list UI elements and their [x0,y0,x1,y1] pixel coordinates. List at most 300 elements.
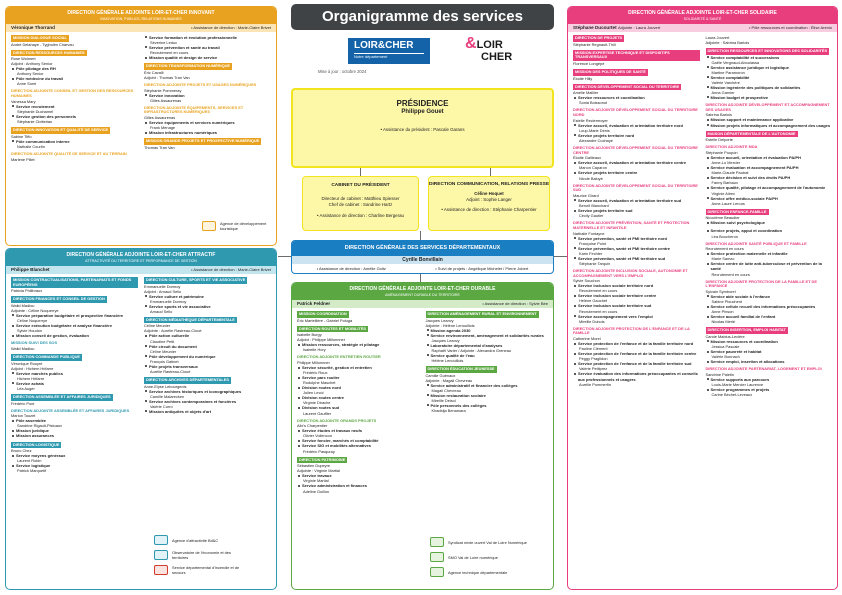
org-section [573,184,700,219]
section-person: Walid Madiou [11,345,35,351]
attractif-legend [154,535,248,575]
service-item: Pôle communication interne [11,139,138,144]
section-title: DIRECTION ADJOINTE DÉVELOPPEMENT SOCIAL DU TERRITOIRE SUD [573,182,698,193]
service-item: Service SIG et mobilités alternatives [297,443,420,448]
org-section [706,228,833,238]
section-person: Rose Wolmert [11,56,36,62]
service-head: Stéphanie Clotterias [17,119,53,125]
service-item: Service innovation [144,93,271,98]
section-person: Adjoint : Anthony Senior [11,61,53,67]
service-head: Recrutement en cours [579,288,618,294]
org-section [706,35,833,45]
service-item: Service prévention, santé et PMI territoire nord [573,236,700,241]
service-item: Pôle développement du numérique [144,354,271,359]
dga-solidaire-head-bar [568,24,837,32]
section-person: Adjointe : Hélène Lenouillois [425,322,475,328]
service-head: Frédéric Pasquray [303,448,335,454]
section-person: Sabine Tiffo [11,133,32,139]
service-head: Aurélie Pommerfin [579,381,612,387]
service-head: Nathalie Courtin [17,143,45,149]
service-head: Patrick Marquetif [17,468,47,474]
section-person: Camille Guénaux [425,372,456,378]
service-head: Gaële Vergnaud-Aboulassa [711,59,760,65]
dga-innovant-subtitle: INNOVATION, PUBLICS, RELATIONS HUMAINES [100,17,182,22]
section-title: DIRECTION RESSOURCES HUMAINES [13,49,85,55]
dgs-box [291,240,554,274]
org-section [573,108,700,143]
org-section [426,311,549,363]
presidence-title: PRÉSIDENCE [396,99,449,108]
org-section [573,221,700,266]
service-head: Magali Chevreau [431,387,461,393]
section-person: Bruno Chez [11,448,32,454]
org-section [573,50,700,66]
section-person: Adjoint : Hichem Hrifarre [11,365,54,371]
section-title: DIRECTION ADJOINTE PROTECTION DE LA FAMILLE ET DE L'ENFANCE [705,278,817,289]
legend-sdis-label: Service départemental d'incendie et de secours [172,565,240,575]
service-head: Frédéric Roux [303,370,328,376]
org-section [573,84,700,106]
section-title: DIRECTION ADJOINTE PROJETS ET USAGES NUMÉRIQUES [144,81,257,87]
service-item: Service foncier, marchés et comptabilité [297,438,420,443]
service-head: Anna Garnier [711,89,735,95]
service-head: Jessica Pascale [711,344,740,350]
service-item: Laboratoire départemental d'analyses [426,343,549,348]
section-title: DIRECTION INNOVATION ET QUALITÉ DE SERVICE [13,127,109,133]
service-item: Service achats [11,381,138,386]
org-section [297,311,420,323]
dga-solidaire-subtitle: SOLIDARITÉ & SANTÉ [683,17,722,22]
service-item: Service comptabilité [706,75,833,80]
org-section [144,35,271,60]
section-person: Vanessa Mary [11,98,36,104]
service-head: Jacques Leanvy [431,337,460,343]
service-head: Sandrine Rigault-Pistoaux [17,423,62,429]
service-head: Céline Meunier [150,348,177,354]
logo-sub-text: Notre département [354,53,424,59]
service-head: Anthony Senior [17,71,44,77]
service-item: Service équipements et services numériques [144,120,271,125]
service-head: Martine Paramoron [711,69,745,75]
section-title: DIRECTION ADJOINTE GRANDS PROJETS [297,417,377,423]
section-person: Anne-Elyse Lebourgeois [144,383,187,389]
service-head: Alexandre Cochaye [579,138,613,143]
service-head: Claudine Petit [150,338,175,344]
section-title: DIRECTION ÉDUCATION JEUNESSE [427,365,495,371]
dga-attractif-col-right [144,277,271,477]
service-head: Adeline Guillon [303,488,330,494]
dga-durable-col-left [297,311,420,497]
service-head: Séverine Leduc [150,39,178,45]
page-title: Organigramme des services [291,4,554,30]
section-person: Stéphanie Pommeray [144,87,182,93]
service-head: Virginie Dirache [303,400,331,406]
org-section [706,48,833,100]
org-section [706,327,833,364]
section-person: Estelle Reclermoyer [573,117,608,123]
service-item: Service culture et patrimoine [144,294,271,299]
section-title: MISSION DIALOGUE SOCIAL [13,34,67,40]
presidence-assistant: • Assistance du président : Pascale Garans [380,126,465,132]
cabinet-box [302,176,419,231]
legend-atd-label: Agence technique départementale [448,569,508,575]
service-head: Raphaël Varier / Adjointe : Alexandra Greneau [431,347,512,353]
legend-smo-vdl [430,552,527,562]
section-title: DIRECTION COMMANDE PUBLIQUE [13,353,81,359]
dga-durable-assistant: • Assistance de direction : Sylvie Bée [482,301,548,307]
section-person: Nathalie Fontayne [573,230,605,236]
service-head: Valérie Bonnach [711,354,740,360]
org-section [297,326,420,353]
service-head: Manon Caparon [579,165,607,171]
dga-durable-subtitle: AMÉNAGEMENT DURABLE DU TERRITOIRE [385,293,460,298]
legend-observatory-label: Observatoire de l'économie et des territoires [172,550,231,560]
service-item: Service études et travaux neufs [297,428,420,433]
service-head: Virginie Martial [303,478,329,484]
section-person: Nicodème Beaudier [705,215,740,221]
org-section [573,69,700,81]
legend-adt-label: Agence de développement touristique [220,221,267,231]
service-item: Mission budget et prospective [706,95,833,100]
service-head: Frank Ménage [150,125,176,131]
section-person: Stéphanie Regnault-Thill [573,41,616,47]
service-item: Service logistique [11,463,138,468]
section-title: DIRECTION TRANSFORMATION NUMÉRIQUE [146,63,231,69]
service-head: Hélène Lenouillois [431,357,464,363]
cabinet-chief: Chef de cabinet : Sandrine Hartz [328,201,393,207]
service-head: Hélène Gauchet [579,298,608,304]
dga-durable-col-right [426,311,549,497]
section-title: MISSION CONTRACTUALISATIONS, PARTENARIATS ET FONDS EUROPÉENS [11,277,138,288]
service-item: Mission ressources, stratégie et pilotage [297,342,420,347]
dga-attractif-head-bar [6,266,276,274]
org-section [706,242,833,277]
dga-innovant-col-left [11,35,138,165]
section-person: Stéphanie Poupon [705,150,738,156]
connector [360,168,361,176]
section-title: DIRECTION ADJOINTE MDA [705,144,758,150]
service-item: Service environnement, aménagement et solidarités rurales [426,333,549,338]
section-title: MISSION EXPERTISE TECHNIQUE ET DISPOSITIFS TRANSVERSAUX [573,50,700,61]
section-title: DIRECTION DE PROJETS [575,34,623,40]
org-section [297,355,420,415]
service-item: Service sécurité, gestion et entretien [297,365,420,370]
ampersand-icon: & [465,35,477,52]
section-person: Adjointe : Sabrina Barlois [705,39,750,45]
cabinet-title: CABINET DU PRÉSIDENT [331,183,390,188]
service-item: Mission antiquités et objets d'art [144,409,271,414]
logo2-line2: CHER [481,51,513,63]
section-title: DIRECTION CULTURE, SPORTS ET VIE ASSOCIATIVE [146,276,246,282]
dga-innovant-panel [5,6,277,246]
section-title: DIRECTION PATRIMOINE [299,456,346,462]
service-item: Pôle assemblée [11,418,138,423]
dga-attractif-panel [5,248,277,590]
dga-durable-head: Patrick Feldner [297,300,331,306]
section-person: Florence Longépé [573,60,605,66]
section-person: Véronique Rouyré [11,360,43,366]
section-person: Élodie Hilly [573,75,593,81]
attractivity-agency-icon [154,535,168,545]
org-section [11,394,138,406]
connector [554,256,567,257]
service-item: Service aide sociale à l'enfance [706,294,833,299]
section-person: Marlene Pillet [11,156,35,162]
section-title: DIRECTION ADJOINTE ASSEMBLÉE ET AFFAIRES JURIDIQUES [11,407,130,413]
service-item: Service projets, appui et coordination [706,228,833,233]
section-title: DIRECTION DÉVELOPPEMENT SOCIAL DU TERRITOIRE [575,83,680,89]
section-person: Éric Cavalli [144,69,164,75]
section-person: Catherine Morel [573,336,601,342]
org-section [706,103,833,128]
dgs-project-follow: • Suivi de projets : Angélique Michelet / Pierre Jobert [435,266,529,272]
org-section [11,442,138,474]
service-head: Carine Béchet-Leveaux [711,392,753,398]
section-person: Isabelle Burgy [297,332,322,338]
section-person: Patricia Philibraux [11,288,43,294]
service-item: Service décision et suivi des droits PA/PH [706,175,833,180]
service-item: Mission infrastructures numériques [144,130,271,135]
org-section [11,354,138,391]
dga-attractif-title: DIRECTION GÉNÉRALE ADJOINTE LOIR-ET-CHER ATTRACTIF [66,252,216,258]
service-head: Cécily Gautier [579,213,604,219]
legend-smo-label: Syndicat mixte ouvert Val de Loire Numérique [448,539,527,545]
service-item: Service travaux [297,473,420,478]
section-title: DIRECTION ADJOINTE INCLUSION SOCIALE, AUTONOMIE ET ACCOMPAGNEMENT VERS L'EMPLOI [573,267,688,278]
org-section [144,277,271,314]
service-item: Service offre médico-sociale PA/PH [706,196,833,201]
dircom-assistant: • Assistance de direction : Stéphanie Charpentier [441,207,537,213]
service-head: Recrutement en cours [150,50,189,56]
service-item: Service cellule recueil des informations préoccupantes [706,304,833,309]
service-item: Service parc routier [297,375,420,380]
legend-smo-vdl-label: SMO Val de Loire numérique [448,554,498,560]
org-section [11,409,138,439]
section-person: Amélie Maillier [573,90,599,96]
service-item: Service qualité, pilotage et accompagnement de l'autonomie [706,185,833,190]
service-item: Service archives historiques et iconographiques [144,389,271,394]
dga-durable-title: DIRECTION GÉNÉRALE ADJOINTE LOIR-ET-CHER DURABLE [349,286,496,292]
service-item: Service marchés publics [11,371,138,376]
section-person: Philippe Millonnner [297,360,330,366]
logo-loir-cher-brand [465,36,525,68]
section-title: DIRECTION ROUTES ET MOBILITÉS [299,325,367,331]
dircom-box [428,176,550,231]
service-item: Service accompagnement vers l'emploi [573,314,700,319]
dga-innovant-head: Véronique Thorrand [11,24,55,30]
org-section [144,106,271,136]
section-title: DIRECTION ASSEMBLÉE ET AFFAIRES JURIDIQUES [13,393,111,399]
service-head: François Gatinet [150,358,179,364]
legend-agency [154,535,248,545]
section-person: Jacques Leanvy [425,317,454,323]
section-person: Alix's Charpentier [297,423,328,429]
service-item: Service moyens généraux [11,453,138,458]
service-head: Nicole Baluyé [579,175,603,181]
legend-sdis [154,565,248,575]
org-section [11,50,138,87]
service-head: Stéphanie Tarquin [579,260,611,266]
section-title: DIRECTION FINANCES ET CONSEIL DE GESTION [13,296,105,302]
dga-durable-panel [291,282,554,590]
service-item: Mission ressources et coordination [706,339,833,344]
service-head: Gilles Assaurenas [150,97,182,103]
section-title: DIRECTION ADJOINTE ENTRETIEN ROUTIER [297,354,381,360]
org-section [573,35,700,47]
dga-innovant-head-bar [6,24,276,32]
section-title: DIRECTION ADJOINTE DÉVELOPPEMENT ET ACCOMPAGNEMENT DES USAGES [705,102,830,112]
service-head: Julien Lecol [303,390,324,396]
dga-solidaire-col-left [573,35,700,400]
dga-solidaire-header [568,7,837,24]
service-item: Division routes sud [297,405,420,410]
org-section [297,457,420,494]
section-person: Estelle Delporte [705,137,733,143]
observatory-icon [154,550,168,560]
service-item: Mission ingénierie des politiques de solidarités [706,85,833,90]
section-person: Laura Jouvert [705,34,730,40]
section-title: DIRECTION MÉDIATHÈQUE DÉPARTEMENTALE [146,316,235,322]
section-title: DIRECTION ADJOINTE DÉVELOPPEMENT SOCIAL DU TERRITOIRE NORD [573,107,698,118]
service-item: Service inclusion sociale territoire sud [573,303,700,308]
service-item: Service formation et évolution professionnelle [144,35,271,40]
org-section [573,146,700,181]
service-item: Mission qualité et design de service [144,55,271,60]
org-section [11,152,138,162]
service-item: Service prévention, santé et PMI territoire centre [573,246,700,251]
dga-attractif-assistant: • Assistance de direction : Marie-Claire Brivet [191,267,271,273]
service-item: Division routes centre [297,395,420,400]
service-item: Service évaluation des informations préoccupantes et conseils aux professionnels et usagers [573,371,700,381]
dga-solidaire-col-right [706,35,833,400]
service-item: Division routes nord [297,385,420,390]
section-person: Adjointe : Céline Noquerrye [11,307,59,313]
org-section [297,419,420,454]
logo-main-text: LOIR&CHER [354,40,414,51]
legend-smo [430,537,527,547]
org-section [11,296,138,338]
service-head: Anne Pinson [711,309,734,315]
section-person: Céline Meunier [144,323,171,329]
section-person: Éric Martellière - Gabriel Poluga [297,317,353,323]
dga-attractif-subtitle: ATTRACTIVITÉ DU TERRITOIRE ET PERFORMANCE DE GESTION [85,259,197,264]
section-title: DIRECTION LOGISTIQUE [13,441,60,447]
dga-innovant-title: DIRECTION GÉNÉRALE ADJOINTE LOIR-ET-CHER INNOVANT [67,10,215,16]
connector [278,256,291,257]
section-person: Élodie Gallieaux [573,155,602,161]
section-title: DIRECTION AMÉNAGEMENT RURAL ET ENVIRONNEMENT [427,310,537,316]
service-head: Céline Noquerrye [17,318,48,324]
dga-solidaire-panel [567,6,838,590]
service-item: Service ressources et coordination [573,95,700,100]
service-item: Service prévention et santé au travail [144,45,271,50]
service-head: Rodolphe Maschet [303,380,336,386]
dga-attractif-col-left [11,277,138,477]
dgs-name: Cyrille Bonvillain [292,256,553,264]
org-section [706,131,833,143]
org-section [144,63,271,80]
service-item: Pôle personnels des collèges [426,403,549,408]
service-item: Service accueil, évaluation et orientation territoire nord [573,123,700,128]
service-item: Mission restauration scolaire [426,393,549,398]
service-head: Anne Sorel [17,81,37,87]
service-item: Service pauvreté et habitat [706,349,833,354]
service-head: Karin Fechter [579,250,603,256]
tourism-agency-icon [202,221,216,231]
service-head: Laurent Robin [17,458,42,464]
org-section [573,327,700,387]
service-item: Service évaluation et accompagnement PA/PH [706,165,833,170]
dircom-name: Céline Hoquet [474,191,504,197]
dga-durable-header [292,283,553,300]
service-item: Service protection maternelle et infantile [706,251,833,256]
section-title: DIRECTION ADJOINTE PROTECTION DE L'ENFANCE ET DE LA FAMILLE [573,325,690,336]
technical-agency-icon [430,567,444,577]
service-head: Marie Samzo [711,256,735,262]
section-person: Sylvain Symborel [705,288,736,294]
dga-attractif-header [6,249,276,266]
service-item: Service accueil familial de l'enfant [706,314,833,319]
section-person: Adjoint : Philippe Millonnner [297,337,346,343]
section-person: Carole Mabius-Leclère [705,333,745,339]
service-head: Valérie Curro [150,403,173,409]
service-item: Service programmes et projets [706,387,833,392]
section-title: DIRECTION ADJOINTE SANTÉ PUBLIQUE ET FAMILLE [705,240,807,246]
dga-durable-head-bar [292,300,553,308]
service-item: Service accueil, orientation et évaluation PA/PH [706,155,833,160]
cabinet-assistant: • Assistance de direction : Charline Bergerau [317,213,404,219]
logo-loir-et-cher [348,38,430,64]
service-item: Service supports aux parcours [706,377,833,382]
dgs-title: DIRECTION GÉNÉRALE DES SERVICES DÉPARTEMENTAUX [292,241,553,256]
service-item: Service préparation budgétaire et prospective financière [11,313,138,318]
legend-atd [430,567,527,577]
service-item: Service centre de lutte anti-tuberculose et prévention de la santé [706,261,833,271]
service-head: Camille Malarecken [150,393,185,399]
service-item: Mission juridique [11,428,138,433]
section-title: DIRECTION ADJOINTE ÉQUIPEMENTS, SERVICES ET INFRASTRUCTURES NUMÉRIQUES [144,104,244,115]
org-section [11,35,138,47]
org-section [426,366,549,413]
service-item: Mission support et maintenance applicative [706,117,833,122]
service-head: Valérie Petitprez [579,366,608,372]
org-section [706,367,833,397]
service-head: Anne-Laure Lerous [711,200,745,206]
dga-solidaire-deputy: Adjointe : Laura Jouvert [617,24,661,30]
org-section [706,209,833,226]
dga-solidaire-title: DIRECTION GÉNÉRALE ADJOINTE LOIR-ET-CHER SOLIDAIRE [628,10,777,16]
service-item: Service protection de l'enfance et de la famille territoire nord [573,341,700,346]
org-section [11,277,138,293]
service-head: Peggy Praglidon [579,356,608,362]
org-section [144,317,271,374]
service-item: Service protection de l'enfance et de la famille territoire sud [573,361,700,366]
section-person: Adjointe : Aurélie Rastreau-Cloué [144,328,202,334]
fire-service-icon [154,565,168,575]
dga-innovant-col-right [144,35,271,165]
legend-agency-label: Agence d'attractivité Bd&C [172,537,219,543]
service-head: Recrutement en cours [711,271,750,277]
dga-innovant-header [6,7,276,24]
service-item: Service recrutement [11,104,138,109]
org-section [144,138,271,150]
section-person: Walid Madiou [11,302,35,308]
service-head: Valérie Varchère [711,79,740,85]
service-head: Fanny Barbaux [711,180,738,186]
service-item: Service emploi, insertion et allocations [706,359,833,364]
service-item: Pôle projets transversaux [144,364,271,369]
service-head: Stéphanie Duchamel [17,108,54,114]
